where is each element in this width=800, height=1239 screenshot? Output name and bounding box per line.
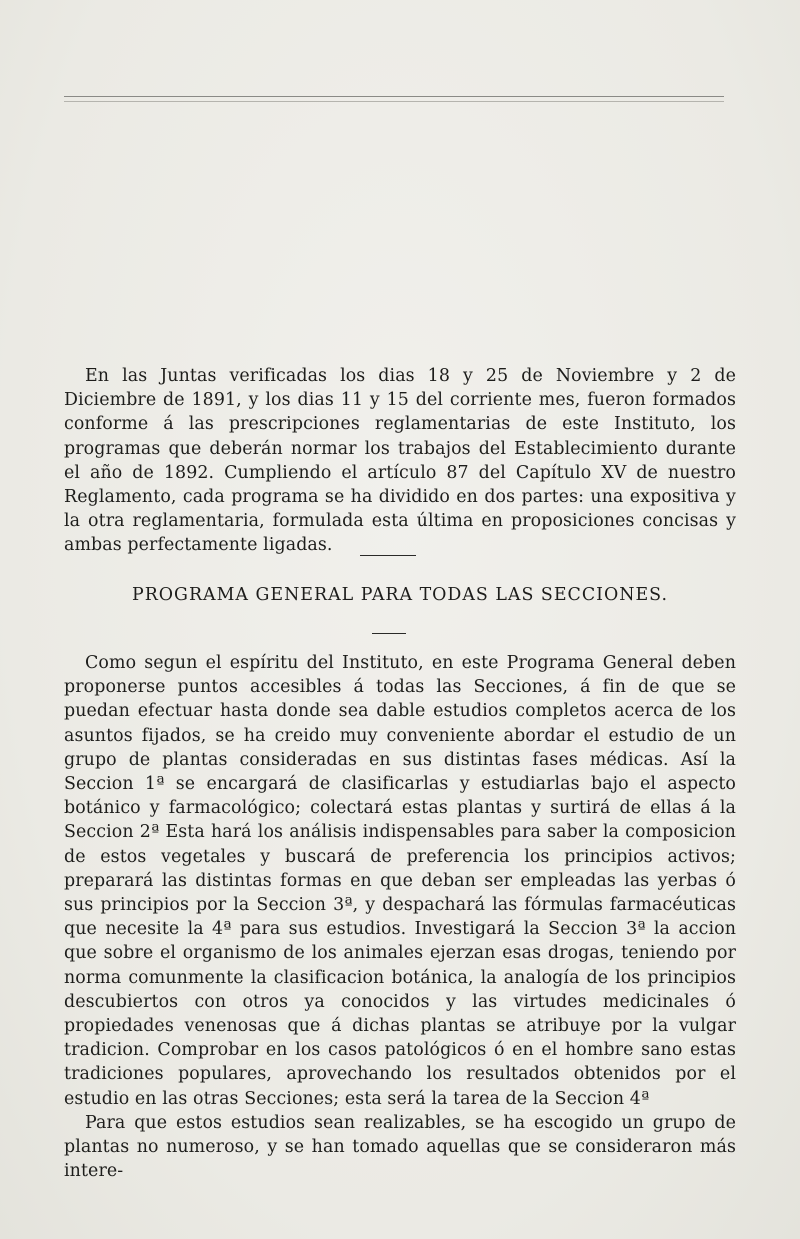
body-paragraph-1: Como segun el espíritu del Instituto, en este Programa General deben proponerse puntos accesibles á todas las Secciones, á fin de que se puedan efectuar hasta donde sea dable estudios completos acerca de los asuntos fijados, se ha creido muy conveniente abordar el estudio de un grupo de plantas consideradas en sus distintas fases médicas. Así la Seccion 1ª se encargará de clasificarlas y estudiarlas bajo el aspecto botánico y farmacológico; colectará estas plantas y surtirá de ellas á la Seccion 2ª Esta hará los análisis indispensables para saber la composicion de estos vegetales y buscará de preferencia los principios activos; preparará las distintas formas en que deban ser empleadas las yerbas ó sus principios por la Seccion 3ª, y despachará las fórmulas farmacéuticas que necesite la 4ª para sus estudios. Investigará la Seccion 3ª la accion que sobre el organismo de los animales ejerzan esas drogas, teniendo por norma comunmente la clasificacion botánica, la analogía de los principios descubiertos con otros ya conocidos y las virtudes medicinales ó propiedades venenosas que á dichas plantas se atribuye por la vulgar tradicion. Comprobar en los casos patológicos ó en el hombre sano estas tradiciones populares, aprovechando los resultados obtenidos por el estudio en las otras Secciones; esta será la tarea de la Seccion 4ª (64, 653, 736, 1109)
heading-rule-below (372, 633, 406, 634)
top-border-rule-secondary (64, 101, 724, 102)
body-section (64, 651, 736, 1183)
intro-section (64, 364, 736, 558)
body-paragraph-2: Para que estos estudios sean realizables, se ha escogido un grupo de plantas no numeroso, y se han tomado aquellas que se consideraron más intere- (64, 1112, 736, 1182)
section-heading: PROGRAMA GENERAL PARA TODAS LAS SECCIONES. (132, 585, 668, 605)
top-border-rule (64, 96, 724, 97)
intro-paragraph: En las Juntas verificadas los dias 18 y 25 de Noviembre y 2 de Diciembre de 1891, y los dias 11 y 15 del corriente mes, fueron formados conforme á las prescripciones reglamentarias de este Instituto, los programas que deberán normar los trabajos del Establecimiento durante el año de 1892. Cumpliendo el artículo 87 del Capítulo XV de nuestro Reglamento, cada programa se ha dividido en dos partes: una expositiva y la otra reglamentaria, formulada esta última en proposiciones concisas y ambas perfectamente ligadas. (64, 366, 736, 556)
heading-rule-above (360, 555, 416, 556)
